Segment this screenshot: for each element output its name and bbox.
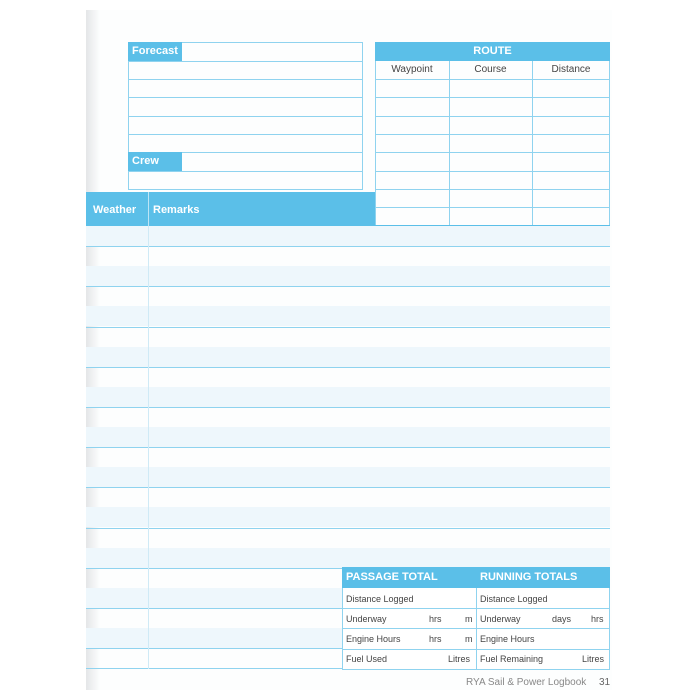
route-col-divider bbox=[532, 61, 533, 226]
totals-divider bbox=[476, 588, 477, 670]
footer-page-number: 31 bbox=[599, 677, 611, 688]
route-row-line bbox=[375, 97, 610, 98]
running-fuel-unit2: Litres bbox=[582, 654, 605, 664]
remarks-row-rule bbox=[86, 447, 610, 448]
remarks-row-rule bbox=[86, 246, 610, 247]
route-table bbox=[375, 61, 610, 226]
route-row-line bbox=[375, 79, 610, 80]
running-totals-title: RUNNING TOTALS bbox=[480, 571, 578, 583]
weather-header: Weather bbox=[93, 204, 137, 216]
route-row-line bbox=[375, 207, 610, 208]
crew-label-text: Crew bbox=[132, 155, 159, 167]
running-totals-header bbox=[476, 567, 610, 588]
remarks-row-band bbox=[86, 347, 610, 367]
remarks-row-rule bbox=[86, 528, 610, 529]
remarks-row-rule bbox=[86, 487, 610, 488]
remarks-row-rule bbox=[86, 367, 610, 368]
route-col-distance: Distance bbox=[551, 64, 591, 75]
totals-panel-left-border bbox=[342, 588, 343, 670]
passage-engine-unit1: hrs bbox=[429, 634, 442, 644]
remarks-row-band bbox=[86, 548, 610, 568]
totals-row-line bbox=[342, 669, 610, 670]
forecast-line bbox=[128, 116, 363, 117]
header-column-divider bbox=[148, 192, 149, 226]
passage-total-title: PASSAGE TOTAL bbox=[346, 571, 438, 583]
passage-underway-label: Underway bbox=[346, 614, 387, 624]
remarks-row-band bbox=[86, 507, 610, 527]
route-row-line bbox=[375, 134, 610, 135]
route-row-line bbox=[375, 116, 610, 117]
running-underway-unit2: hrs bbox=[591, 614, 604, 624]
totals-row-line bbox=[342, 628, 610, 629]
weather-column-divider bbox=[148, 226, 149, 669]
running-fuel-label: Fuel Remaining bbox=[480, 654, 544, 664]
remarks-row-rule bbox=[86, 327, 610, 328]
passage-engine-unit2: m bbox=[465, 634, 473, 644]
route-title: ROUTE bbox=[473, 45, 512, 57]
totals-row-line bbox=[342, 608, 610, 609]
forecast-line bbox=[128, 61, 363, 62]
forecast-line bbox=[128, 134, 363, 135]
passage-underway-unit2: m bbox=[465, 614, 473, 624]
remarks-row-band bbox=[86, 266, 610, 286]
route-row-line bbox=[375, 152, 610, 153]
totals-row-line bbox=[342, 649, 610, 650]
passage-total-header bbox=[342, 567, 476, 588]
totals-panel-right-border bbox=[609, 588, 610, 670]
route-col-divider bbox=[449, 61, 450, 226]
passage-fuel-label: Fuel Used bbox=[346, 654, 388, 664]
remarks-row-band bbox=[86, 226, 610, 246]
running-underway-unit1: days bbox=[552, 614, 572, 624]
route-col-course: Course bbox=[474, 64, 507, 75]
running-distance-label: Distance Logged bbox=[480, 594, 548, 604]
remarks-header: Remarks bbox=[153, 204, 200, 216]
remarks-row-rule bbox=[86, 286, 610, 287]
remarks-row-band bbox=[86, 387, 610, 407]
remarks-row-band bbox=[86, 467, 610, 487]
running-engine-label: Engine Hours bbox=[480, 634, 535, 644]
route-header bbox=[375, 42, 610, 61]
passage-distance-label: Distance Logged bbox=[346, 594, 414, 604]
route-row-line bbox=[375, 171, 610, 172]
crew-line bbox=[128, 171, 363, 172]
forecast-label-text: Forecast bbox=[132, 45, 178, 57]
footer-book-title: RYA Sail & Power Logbook bbox=[466, 677, 587, 688]
passage-engine-label: Engine Hours bbox=[346, 634, 401, 644]
remarks-row-rule bbox=[86, 407, 610, 408]
running-underway-label: Underway bbox=[480, 614, 521, 624]
forecast-line bbox=[128, 79, 363, 80]
passage-fuel-unit2: Litres bbox=[448, 654, 471, 664]
remarks-row-band bbox=[86, 427, 610, 447]
passage-underway-unit1: hrs bbox=[429, 614, 442, 624]
crew-label bbox=[128, 152, 182, 171]
route-col-waypoint: Waypoint bbox=[391, 64, 433, 75]
forecast-label bbox=[128, 42, 182, 61]
route-row-line bbox=[375, 189, 610, 190]
forecast-line bbox=[128, 97, 363, 98]
remarks-row-band bbox=[86, 306, 610, 326]
